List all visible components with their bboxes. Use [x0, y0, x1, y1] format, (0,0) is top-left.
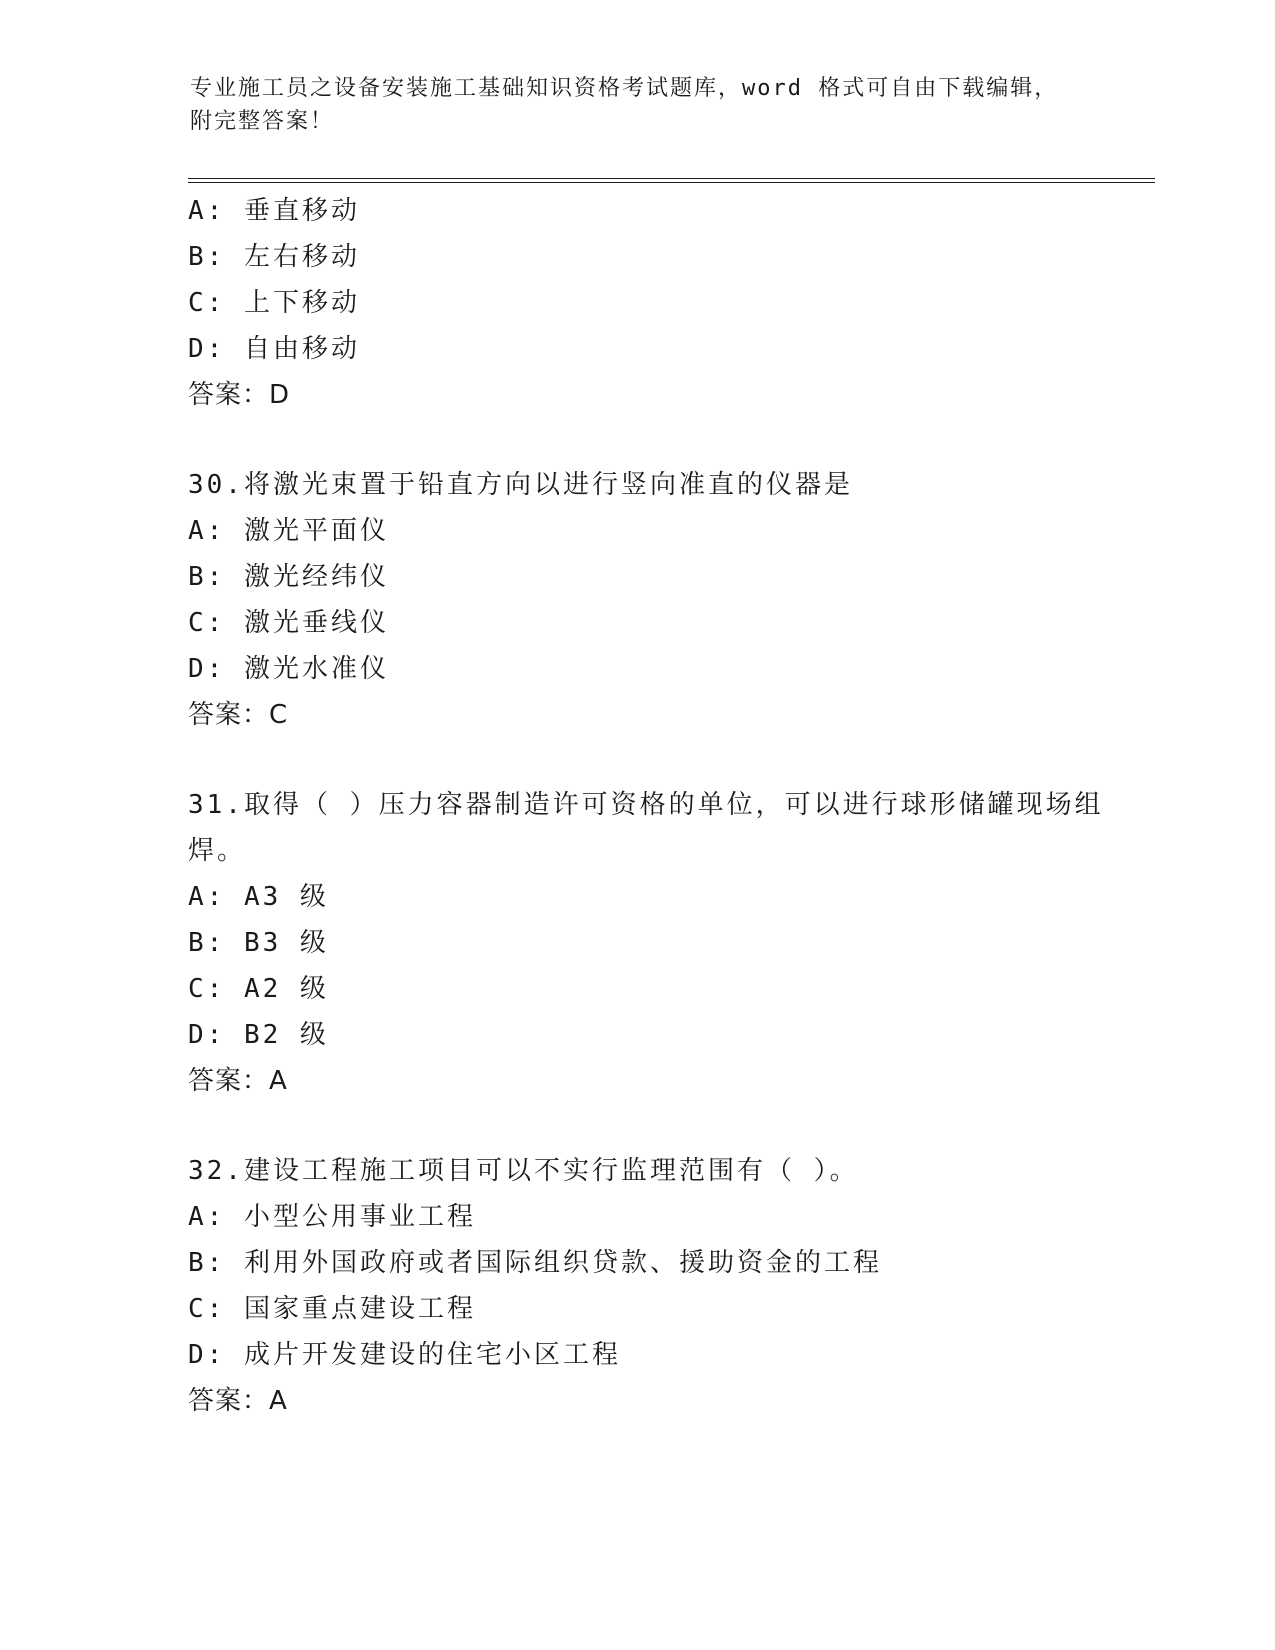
option-c: C: A2 级 [188, 974, 329, 1004]
header-rule-bottom [188, 182, 1155, 183]
question-list [188, 188, 1148, 1424]
option-c: C: 上下移动 [188, 288, 360, 318]
answer-line: 答案：A [188, 1066, 288, 1096]
spacer [188, 738, 1148, 782]
spacer [188, 1104, 1148, 1148]
option-a: A: 激光平面仪 [188, 516, 389, 546]
option-a: A: 小型公用事业工程 [188, 1202, 476, 1232]
option-a: A: 垂直移动 [188, 196, 360, 226]
question-block-32 [188, 1148, 1148, 1424]
option-d: D: 激光水准仪 [188, 654, 389, 684]
question-text: 32.建设工程施工项目可以不实行监理范围有（ ）。 [188, 1156, 859, 1186]
answer-line: 答案：D [188, 380, 291, 410]
option-b: B: B3 级 [188, 928, 329, 958]
document-header: 专业施工员之设备安装施工基础知识资格考试题库，word 格式可自由下载编辑，附完整答案！ [190, 76, 1059, 134]
option-c: C: 激光垂线仪 [188, 608, 389, 638]
answer-line: 答案：A [188, 1386, 288, 1416]
option-b: B: 利用外国政府或者国际组织贷款、援助资金的工程 [188, 1248, 882, 1278]
option-d: D: 自由移动 [188, 334, 360, 364]
question-block-30 [188, 462, 1148, 738]
question-block-29 [188, 188, 1148, 418]
question-block-31 [188, 782, 1148, 1104]
option-d: D: 成片开发建设的住宅小区工程 [188, 1340, 621, 1370]
option-b: B: 激光经纬仪 [188, 562, 389, 592]
option-d: D: B2 级 [188, 1020, 329, 1050]
header-rule-top [188, 178, 1155, 179]
answer-line: 答案：C [188, 700, 289, 730]
option-b: B: 左右移动 [188, 242, 360, 272]
option-c: C: 国家重点建设工程 [188, 1294, 476, 1324]
spacer [188, 418, 1148, 462]
option-a: A: A3 级 [188, 882, 329, 912]
question-text: 30.将激光束置于铅直方向以进行竖向准直的仪器是 [188, 470, 853, 500]
question-text: 31.取得（ ）压力容器制造许可资格的单位，可以进行球形储罐现场组焊。 [188, 790, 1104, 866]
